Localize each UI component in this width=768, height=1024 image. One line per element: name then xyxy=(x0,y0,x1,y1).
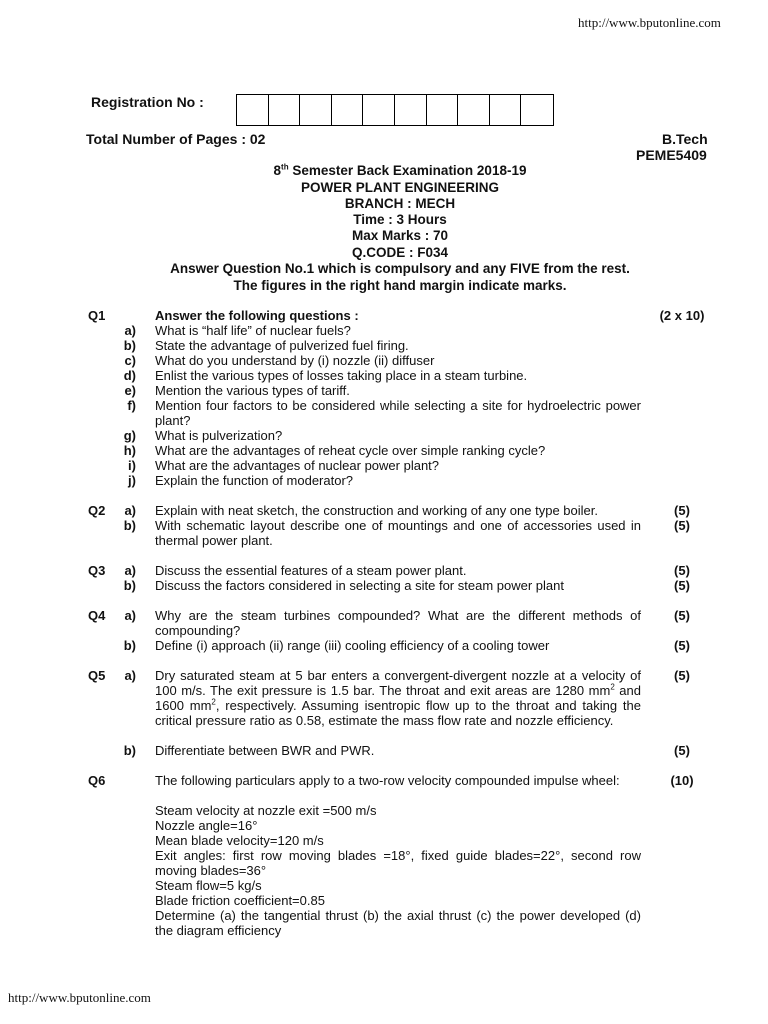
q2b-marks: (5) xyxy=(674,518,690,533)
q1-title: Answer the following questions : xyxy=(155,308,359,323)
q1j-label: j) xyxy=(128,473,136,488)
branch: BRANCH : MECH xyxy=(344,196,456,211)
q2b-text: With schematic layout describe one of mountings and one of accessories used in thermal power plant. xyxy=(155,518,641,548)
q5a-marks: (5) xyxy=(674,668,690,683)
q4b-marks: (5) xyxy=(674,638,690,653)
q1d-text: Enlist the various types of losses taking place in a steam turbine. xyxy=(155,368,528,383)
total-pages: Total Number of Pages : 02 xyxy=(86,131,266,147)
instruction-1: Answer Question No.1 which is compulsory and any FIVE from the rest. xyxy=(170,261,630,276)
subject-title: POWER PLANT ENGINEERING xyxy=(300,180,499,195)
q4b-text: Define (i) approach (ii) range (iii) cooling efficiency of a cooling tower xyxy=(155,638,550,653)
q1a-label: a) xyxy=(124,323,136,338)
q6-marks: (10) xyxy=(670,773,694,788)
q3-number: Q3 xyxy=(88,563,106,578)
max-marks: Max Marks : 70 xyxy=(351,228,449,243)
semester-rest: Semester Back Examination 2018-19 xyxy=(288,163,527,178)
degree: B.Tech xyxy=(662,131,708,147)
q5a-label: a) xyxy=(124,668,136,683)
q1f-text: Mention four factors to be considered while selecting a site for hydroelectric power plant? xyxy=(155,398,641,428)
registration-box xyxy=(427,95,459,125)
registration-box xyxy=(395,95,427,125)
q6-line-friction: Blade friction coefficient=0.85 xyxy=(155,893,325,908)
q2a-label: a) xyxy=(124,503,136,518)
q3b-label: b) xyxy=(123,578,136,593)
q6-line-steam-flow: Steam flow=5 kg/s xyxy=(155,878,262,893)
registration-box xyxy=(269,95,301,125)
q3b-marks: (5) xyxy=(674,578,690,593)
q5-number: Q5 xyxy=(88,668,106,683)
q1g-text: What is pulverization? xyxy=(155,428,283,443)
instruction-2: The figures in the right hand margin indicate marks. xyxy=(233,278,567,293)
q6-line-blade-velocity: Mean blade velocity=120 m/s xyxy=(155,833,324,848)
registration-box xyxy=(332,95,364,125)
q1c-label: c) xyxy=(124,353,136,368)
q5a-text xyxy=(155,668,641,728)
q1i-label: i) xyxy=(128,458,136,473)
q1h-label: h) xyxy=(123,443,136,458)
q1b-label: b) xyxy=(123,338,136,353)
q3a-marks: (5) xyxy=(674,563,690,578)
registration-box xyxy=(363,95,395,125)
q5b-text: Differentiate between BWR and PWR. xyxy=(155,743,375,758)
q1e-text: Mention the various types of tariff. xyxy=(155,383,350,398)
q1i-text: What are the advantages of nuclear power plant? xyxy=(155,458,440,473)
q2b-label: b) xyxy=(123,518,136,533)
q5a-sup1: 2 xyxy=(610,682,615,692)
q4a-text: Why are the steam turbines compounded? What are the different methods of compounding? xyxy=(155,608,641,638)
q3a-label: a) xyxy=(124,563,136,578)
q5a-text-part1: Dry saturated steam at 5 bar enters a convergent-divergent nozzle at a velocity of 100 m/s. The exit pressure is 1.5 bar. The throat and exit areas are 1280 mm xyxy=(155,668,641,698)
q1h-text: What are the advantages of reheat cycle over simple ranking cycle? xyxy=(155,443,546,458)
q6-line-exit-angles: Exit angles: first row moving blades =18°, fixed guide blades=22°, second row moving blades=36° xyxy=(155,848,641,878)
registration-box xyxy=(237,95,269,125)
q1j-text: Explain the function of moderator? xyxy=(155,473,354,488)
q1-marks: (2 x 10) xyxy=(659,308,705,323)
q1f-label: f) xyxy=(127,398,136,413)
semester-line xyxy=(0,163,768,178)
q1-number: Q1 xyxy=(88,308,106,323)
registration-boxes xyxy=(236,94,554,126)
header-url: http://www.bputonline.com xyxy=(578,15,721,30)
q4b-label: b) xyxy=(123,638,136,653)
q5a-text-part2: and 1600 mm xyxy=(155,683,641,713)
q3b-text: Discuss the factors considered in selecting a site for steam power plant xyxy=(155,578,564,593)
q4a-marks: (5) xyxy=(674,608,690,623)
time: Time : 3 Hours xyxy=(353,212,447,227)
registration-box xyxy=(521,95,553,125)
q2a-marks: (5) xyxy=(674,503,690,518)
qcode: Q.CODE : F034 xyxy=(351,245,449,260)
registration-box xyxy=(300,95,332,125)
q6-line-determine: Determine (a) the tangential thrust (b) the axial thrust (c) the power developed (d) the diagram efficiency xyxy=(155,908,641,938)
q1d-label: d) xyxy=(123,368,136,383)
q2-number: Q2 xyxy=(88,503,106,518)
q1b-text: State the advantage of pulverized fuel firing. xyxy=(155,338,409,353)
q2a-text: Explain with neat sketch, the construction and working of any one type boiler. xyxy=(155,503,598,518)
q6-number: Q6 xyxy=(88,773,106,788)
semester-sup: th xyxy=(281,162,289,172)
registration-box xyxy=(458,95,490,125)
q5a-text-part3: , respectively. Assuming isentropic flow up to the throat and taking the critical pressure ratio as 0.58, estimate the mass flow rate and nozzle efficiency. xyxy=(155,698,641,728)
q1e-label: e) xyxy=(124,383,136,398)
q6-intro: The following particulars apply to a two-row velocity compounded impulse wheel: xyxy=(155,773,620,788)
q4a-label: a) xyxy=(124,608,136,623)
q3a-text: Discuss the essential features of a steam power plant. xyxy=(155,563,467,578)
registration-label: Registration No : xyxy=(91,94,204,110)
q1g-label: g) xyxy=(123,428,136,443)
registration-box xyxy=(490,95,522,125)
q6-line-steam-velocity: Steam velocity at nozzle exit =500 m/s xyxy=(155,803,377,818)
semester-number: 8 xyxy=(273,163,282,178)
q1a-text: What is “half life” of nuclear fuels? xyxy=(155,323,351,338)
q5a-sup2: 2 xyxy=(211,697,216,707)
course-code: PEME5409 xyxy=(636,147,707,163)
q1c-text: What do you understand by (i) nozzle (ii) diffuser xyxy=(155,353,435,368)
q5b-marks: (5) xyxy=(674,743,690,758)
footer-url: http://www.bputonline.com xyxy=(8,990,151,1005)
q4-number: Q4 xyxy=(88,608,106,623)
q6-line-nozzle-angle: Nozzle angle=16° xyxy=(155,818,258,833)
q5b-label: b) xyxy=(123,743,136,758)
